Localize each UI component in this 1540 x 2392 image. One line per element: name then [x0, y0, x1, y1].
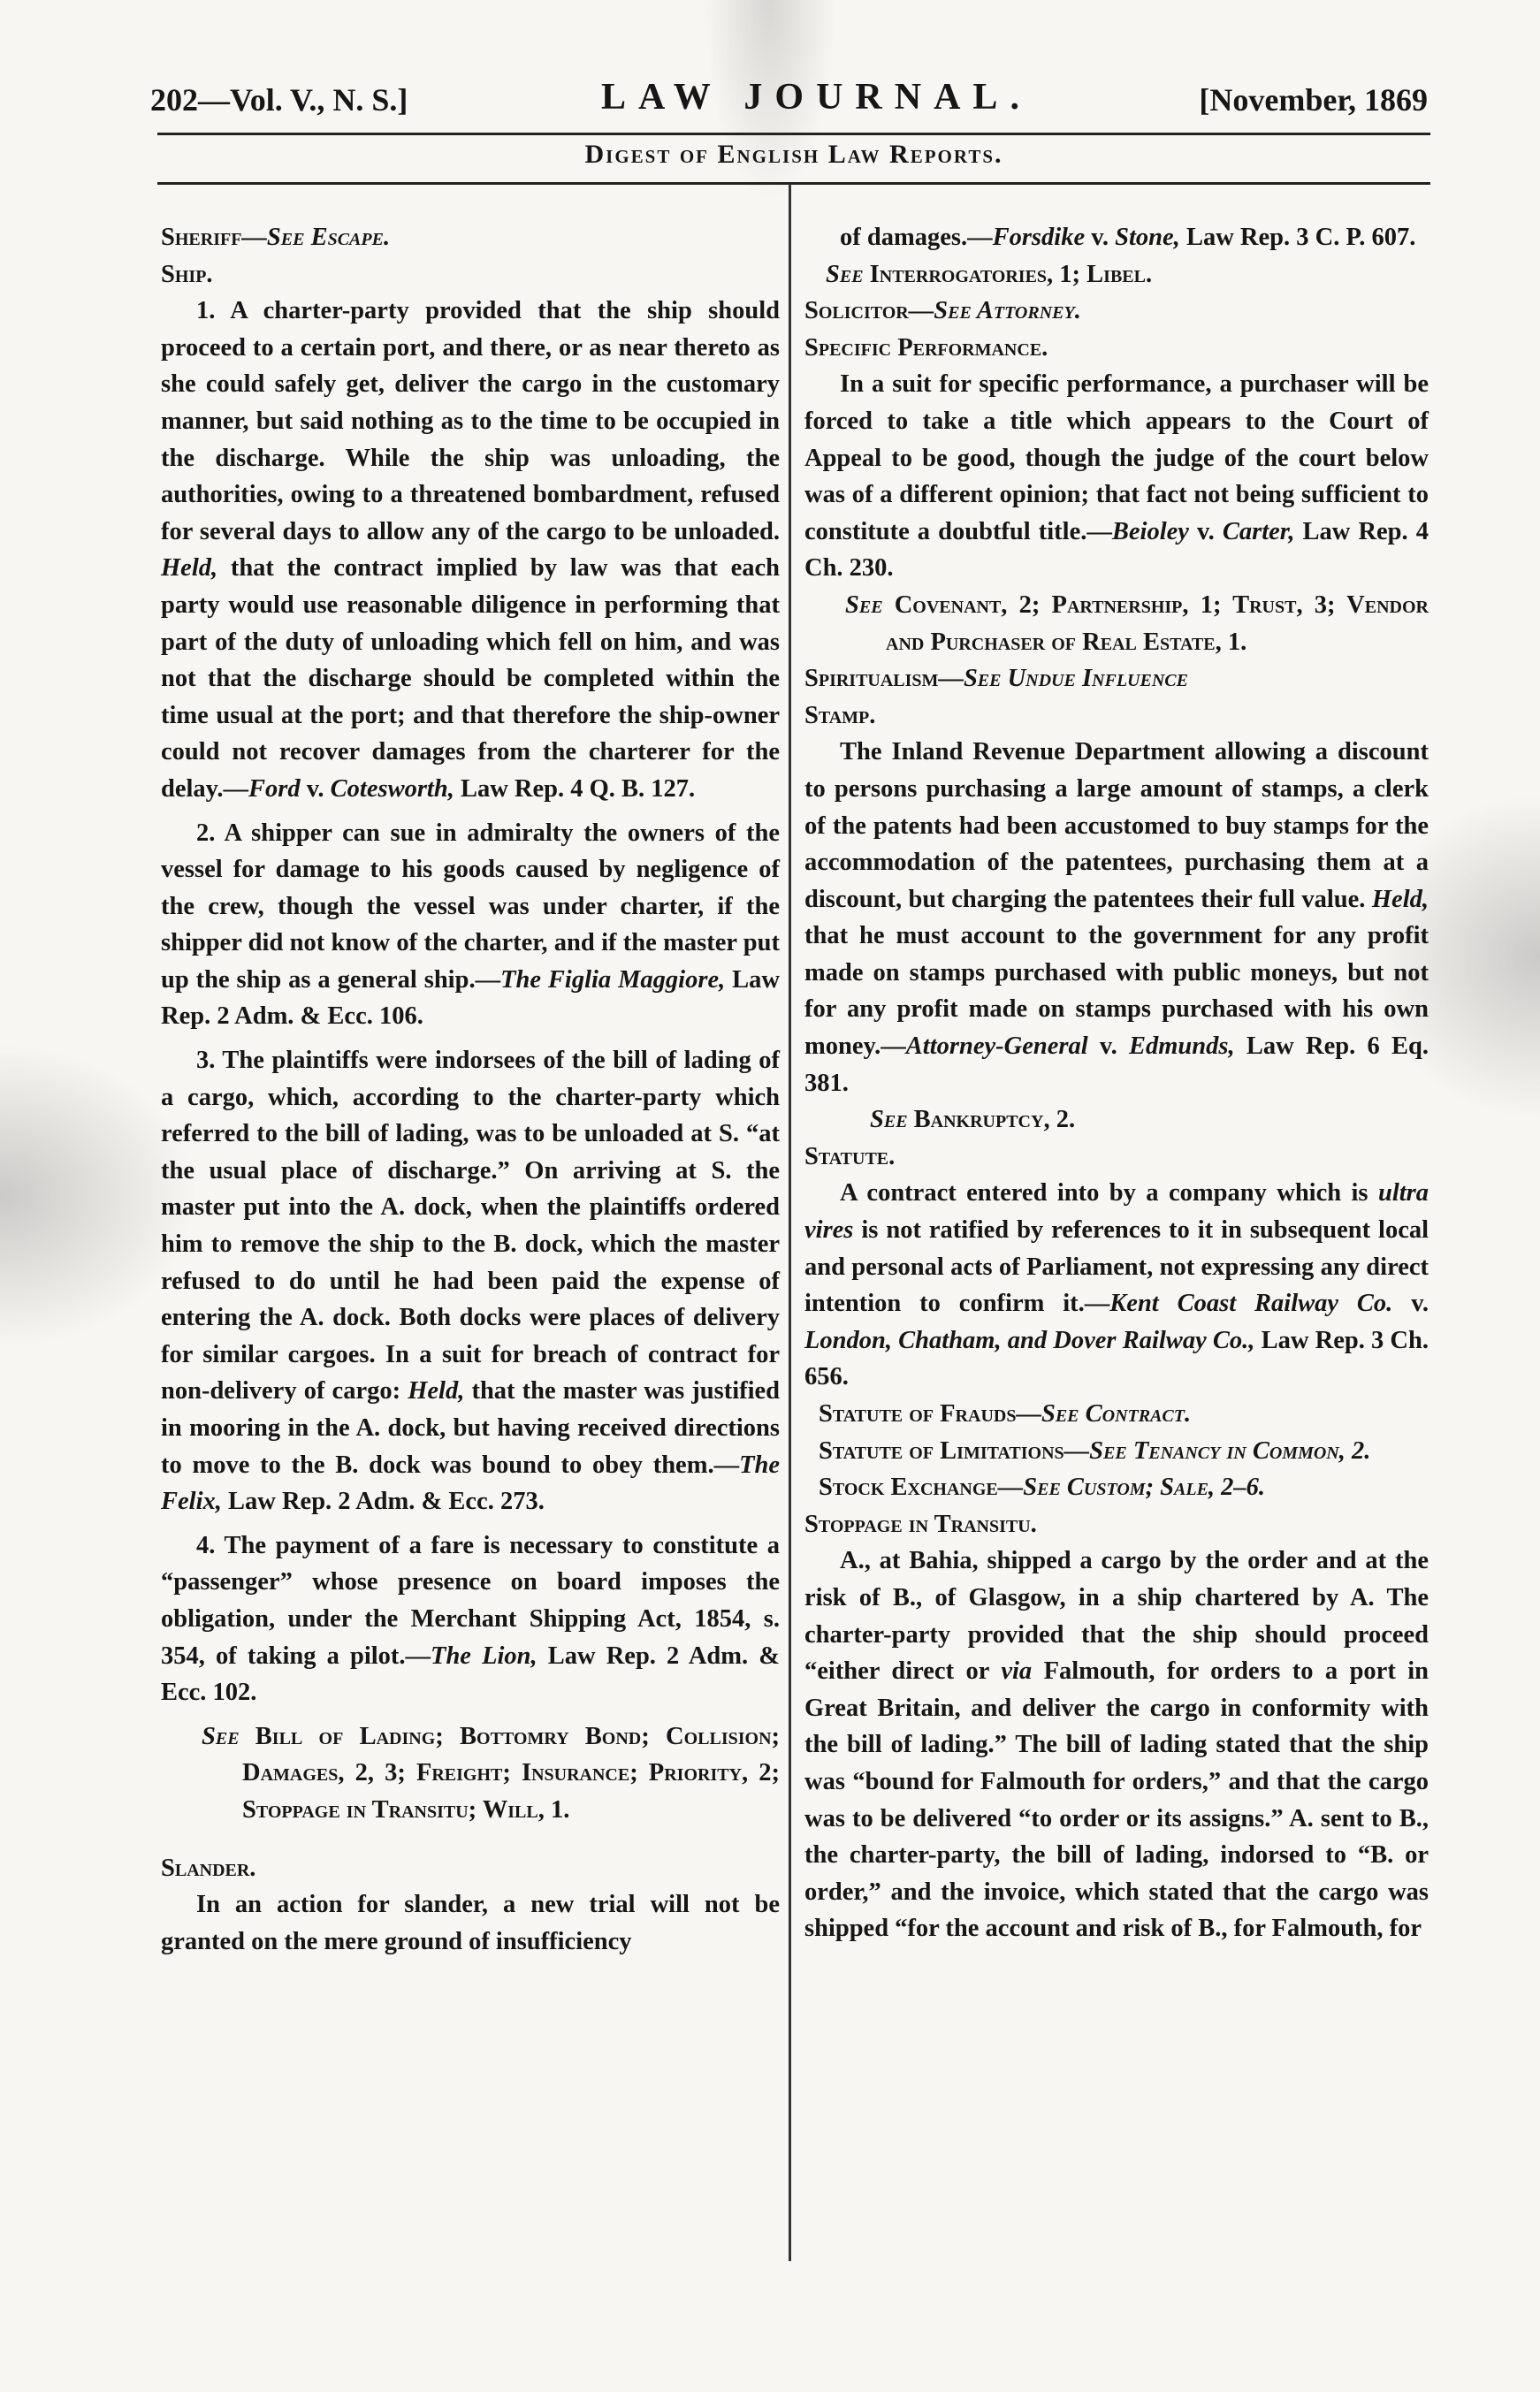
- case-name: London, Chatham, and Dover Railway Co.,: [804, 1326, 1255, 1354]
- case-name: Stone,: [1115, 224, 1180, 251]
- case-name: Edmunds,: [1128, 1032, 1235, 1061]
- citation: Law Rep. 4 Ch. 230.: [804, 517, 1429, 583]
- column-divider: [789, 184, 791, 2261]
- case-name: Ford: [248, 774, 301, 803]
- citation: Law Rep. 2 Adm. & Ecc. 106.: [161, 965, 780, 1031]
- specific-performance-paragraph: In a suit for specific performance, a purchaser will be forced to take a title which appears to the Court of Appeal to be good, though the judge of the court below was of a different opinion; that fact not being sufficient to constitute a doubtful title.—Beioley v. Carter, Law Rep. 4 Ch. 230.: [804, 370, 1429, 583]
- case-name: The Lion,: [431, 1642, 537, 1670]
- heading-statute: Statute.: [804, 1142, 896, 1170]
- page-number-volume: 202—Vol. V., N. S.]: [150, 82, 408, 118]
- ship-paragraph-4: 4. The payment of a fare is necessary to constitute a “passenger” whose presence on board imposes the obligation, under the Merchant Shipping Act, 1854, s. 354, of taking a pilot.—The Lion, Law Rep. 2 Adm. & Ecc. 102.: [161, 1531, 781, 1707]
- stamp-paragraph: The Inland Revenue Department allowing a discount to persons purchasing a large amount of stamps, a clerk of the patents had been accustomed to buy stamps for the accommodation of the patentees, purchasing them at a discount, but charging the patentees their full value. Held, that he must account to the government for any profit made on stamps purchased with public moneys, but not for any profit made on stamps purchased with his own money.—Attorney-General v. Edmunds, Law Rep. 6 Eq. 381.: [804, 738, 1429, 1097]
- case-name: Cotesworth,: [330, 774, 454, 803]
- case-name: The Figlia Maggiore,: [500, 965, 726, 994]
- citation: Law Rep. 4 Q. B. 127.: [454, 774, 696, 803]
- running-header: [150, 72, 1428, 126]
- heading-ship: Ship.: [161, 260, 213, 288]
- stamp-see-also: See Bankruptcy, 2.: [870, 1106, 1076, 1134]
- specific-performance-see-also: See Covenant, 2; Partnership, 1; Trust, 3; Vendor and Purchaser of Real Estate, 1.: [845, 590, 1429, 656]
- heading-specific-performance: Specific Performance.: [804, 333, 1048, 362]
- issue-date: [November, 1869: [1199, 82, 1428, 118]
- continued-citation: of damages.—Forsdike v. Stone, Law Rep. 3 C. P. 607.: [840, 224, 1416, 251]
- entry-stock-exchange: Stock Exchange—See Custom; Sale, 2–6.: [819, 1474, 1266, 1502]
- sheriff-cross-ref: —See Escape.: [241, 224, 391, 251]
- statute-paragraph: A contract entered into by a company which is ultra vires is not ratified by references to it in subsequent local and personal acts of Parliament, not expressing any direct intention to confirm it.—Kent Coast Railway Co. v. London, Chatham, and Dover Railway Co., Law Rep. 3 Ch. 656.: [804, 1179, 1429, 1391]
- heading-slander: Slander.: [161, 1854, 256, 1882]
- journal-title: LAW JOURNAL.: [601, 77, 1032, 118]
- entry-solicitor: Solicitor—See Attorney.: [804, 297, 1081, 325]
- ship-paragraph-3: 3. The plaintiffs were indorsees of the bill of lading of a cargo, which, according to the charter-party which referred to the bill of lading, was to be unloaded at S. “at the usual place of discharge.” On arriving at S. the master put into the A. dock, when the plaintiffs ordered him to remove the ship to the B. dock, which the master refused to do until he had been paid the expense of entering the A. dock. Both docks were places of delivery for similar cargoes. In a suit for breach of contract for non-delivery of cargo: Held, that the master was justified in mooring in the A. dock, but having received directions to move to the B. dock was bound to obey them.—The Felix, Law Rep. 2 Adm. & Ecc. 273.: [161, 1047, 781, 1516]
- case-name: Kent Coast Railway Co.: [1109, 1290, 1393, 1318]
- case-name: Carter,: [1222, 517, 1295, 545]
- heading-stoppage-in-transitu: Stoppage in Transitu.: [804, 1510, 1037, 1538]
- right-column: [804, 219, 1429, 1947]
- section-subheading: Digest of English Law Reports.: [584, 140, 1003, 169]
- subheading-rule: [157, 182, 1430, 185]
- ship-paragraph-2: 2. A shipper can sue in admiralty the owners of the vessel for damage to his goods caused by negligence of the crew, though the vessel was under charter, if the shipper did not know of the charter, and if the master put up the ship as a general ship.—The Figlia Maggiore, Law Rep. 2 Adm. & Ecc. 106.: [161, 819, 780, 1031]
- citation: Law Rep. 3 C. P. 607.: [1179, 224, 1416, 251]
- citation: Law Rep. 6 Eq. 381.: [804, 1032, 1429, 1097]
- ship-see-also: See Bill of Lading; Bottomry Bond; Collision; Damages, 2, 3; Freight; Insurance; Priority, 2; Stoppage in Transitu; Will, 1.: [202, 1722, 780, 1824]
- heading-sheriff: Sheriff: [161, 224, 242, 251]
- slander-see-also: See Interrogatories, 1; Libel.: [826, 260, 1153, 288]
- case-name: Attorney-General: [905, 1032, 1088, 1061]
- case-name: Beioley: [1111, 517, 1189, 545]
- stoppage-paragraph: A., at Bahia, shipped a cargo by the order and at the risk of B., of Glasgow, in a ship chartered by A. The charter-party provided that the ship should proceed “either direct or via Falmouth, for orders to a port in Great Britain, and deliver the cargo in conformity with the bill of lading.” The bill of lading stated that the ship was “bound for Falmouth for orders,” and that the cargo was to be delivered “to order or its assigns.” A. sent to B., the charter-party, the bill of lading, indorsed to “B. or order,” and the invoice, which stated that the cargo was shipped “for the account and risk of B., for Falmouth, for: [804, 1547, 1429, 1943]
- entry-statute-of-frauds: Statute of Frauds—See Contract.: [819, 1400, 1192, 1428]
- entry-statute-of-limitations: Statute of Limitations—See Tenancy in Common, 2.: [819, 1436, 1371, 1465]
- entry-sheriff: [161, 219, 780, 256]
- entry-spiritualism: Spiritualism—See Undue Influence: [804, 665, 1188, 693]
- citation: Law Rep. 2 Adm. & Ecc. 273.: [221, 1488, 545, 1516]
- ship-paragraph-1: 1. A charter-party provided that the ship should proceed to a certain port, and there, or as near thereto as she could safely get, deliver the cargo in the customary manner, but said nothing as to the time to be occupied in the discharge. While the ship was unloading, the authorities, owing to a threatened bombardment, refused for several days to allow any of the cargo to be unloaded. Held, that the contract implied by law was that each party would use reasonable diligence in performing that part of the duty of unloading which fell on him, and was not that the discharge should be completed within the time usual at the port; and that therefore the ship-owner could not recover damages from the charterer for the delay.—Ford v. Cotesworth, Law Rep. 4 Q. B. 127.: [161, 297, 780, 803]
- slander-paragraph: In an action for slander, a new trial will not be granted on the mere ground of insufficiency: [161, 1891, 780, 1955]
- left-column: [161, 219, 780, 1960]
- citation: Law Rep. 2 Adm. & Ecc. 102.: [161, 1642, 781, 1707]
- heading-stamp: Stamp.: [804, 701, 876, 729]
- citation: Law Rep. 3 Ch. 656.: [804, 1326, 1429, 1391]
- case-name: Forsdike: [992, 224, 1086, 251]
- case-name: The Felix,: [161, 1451, 780, 1516]
- header-rule: [157, 133, 1430, 135]
